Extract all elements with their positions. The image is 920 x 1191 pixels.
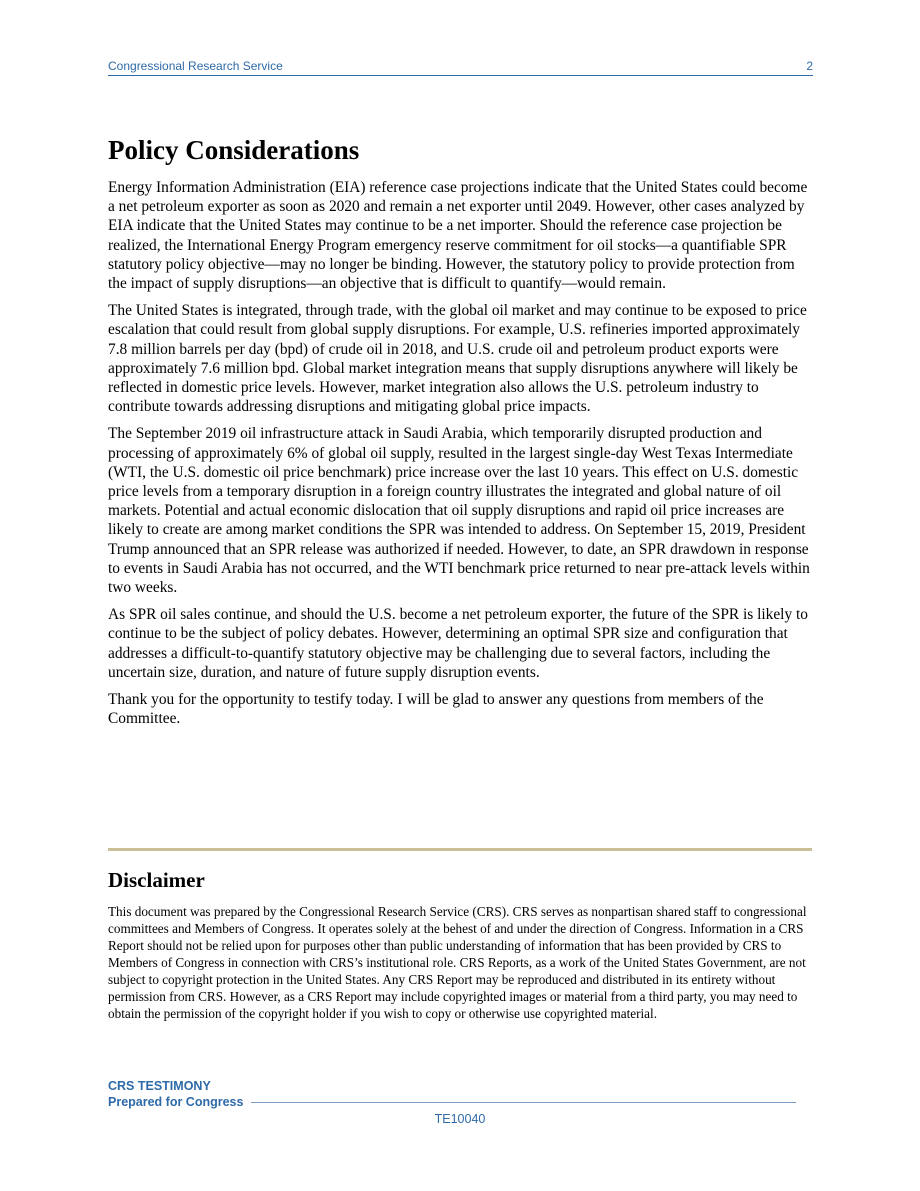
page-number: 2	[806, 59, 813, 73]
running-header	[108, 58, 813, 76]
body-paragraph: Energy Information Administration (EIA) reference case projections indicate that the United States could become a net petroleum exporter as soon as 2020 and remain a net exporter until 2049. However, other cases analyzed by EIA indicate that the United States may continue to be a net importer. Should the reference case projection be realized, the International Energy Program emergency reserve commitment for oil stocks—a quantifiable SPR statutory policy objective—may no longer be binding. However, the statutory policy to provide protection from the impact of supply disruptions—an objective that is difficult to quantify—would remain.	[108, 179, 808, 293]
section-title: Policy Considerations	[108, 135, 360, 165]
section-divider	[108, 848, 812, 851]
disclaimer-title: Disclaimer	[108, 868, 205, 892]
footer-brand-line1: CRS TESTIMONY	[108, 1079, 211, 1093]
disclaimer-text: This document was prepared by the Congressional Research Service (CRS). CRS serves as nonpartisan shared staff to congressional committees and Members of Congress. It operates solely at the behest of and under the direction of Congress. Information in a CRS Report should not be relied upon for purposes other than public understanding of information that has been provided by CRS to Members of Congress in connection with CRS’s institutional role. CRS Reports, as a work of the United States Government, are not subject to copyright protection in the United States. Any CRS Report may be reproduced and distributed in its entirety without permission from CRS. However, as a CRS Report may include copyrighted images or material from a third party, you may need to obtain the permission of the copyright holder if you wish to copy or otherwise use copyrighted material.	[108, 904, 807, 1021]
document-id: TE10040	[434, 1112, 486, 1126]
section-body	[108, 178, 816, 736]
footer-divider	[251, 1102, 796, 1103]
body-paragraph: The United States is integrated, through trade, with the global oil market and may continue to be exposed to price escalation that could result from global supply disruptions. For example, U.S. refineries imported approximately 7.8 million barrels per day (bpd) of crude oil in 2018, and U.S. crude oil and petroleum product exports were approximately 7.6 million bpd. Global market integration means that supply disruptions anywhere will likely be reflected in domestic price levels. However, market integration also allows the U.S. petroleum industry to contribute towards addressing disruptions and mitigating global price impacts.	[108, 302, 807, 416]
body-paragraph: The September 2019 oil infrastructure attack in Saudi Arabia, which temporarily disrupted production and processing of approximately 6% of global oil supply, resulted in the largest single-day West Texas Intermediate (WTI, the U.S. domestic oil price benchmark) price increase over the last 10 years. This effect on U.S. domestic price levels from a temporary disruption in a foreign country illustrates the integrated and global nature of oil markets. Potential and actual economic dislocation that oil supply disruptions and rapid oil price increases are likely to create are among market conditions the SPR was intended to address. On September 15, 2019, President Trump announced that an SPR release was authorized if needed. However, to date, an SPR drawdown in response to events in Saudi Arabia has not occurred, and the WTI benchmark price returned to near pre-attack levels within two weeks.	[108, 425, 810, 597]
header-organization: Congressional Research Service	[108, 59, 283, 73]
body-paragraph: As SPR oil sales continue, and should the U.S. become a net petroleum exporter, the future of the SPR is likely to continue to be the subject of policy debates. However, determining an optimal SPR size and configuration that addresses a difficult-to-quantify statutory objective may be challenging due to several factors, including the uncertain size, duration, and nature of future supply disruption events.	[108, 606, 808, 681]
footer-brand-line2: Prepared for Congress	[108, 1095, 244, 1109]
body-paragraph: Thank you for the opportunity to testify today. I will be glad to answer any questions from members of the Committee.	[108, 691, 764, 728]
footer-brand	[108, 1078, 243, 1110]
